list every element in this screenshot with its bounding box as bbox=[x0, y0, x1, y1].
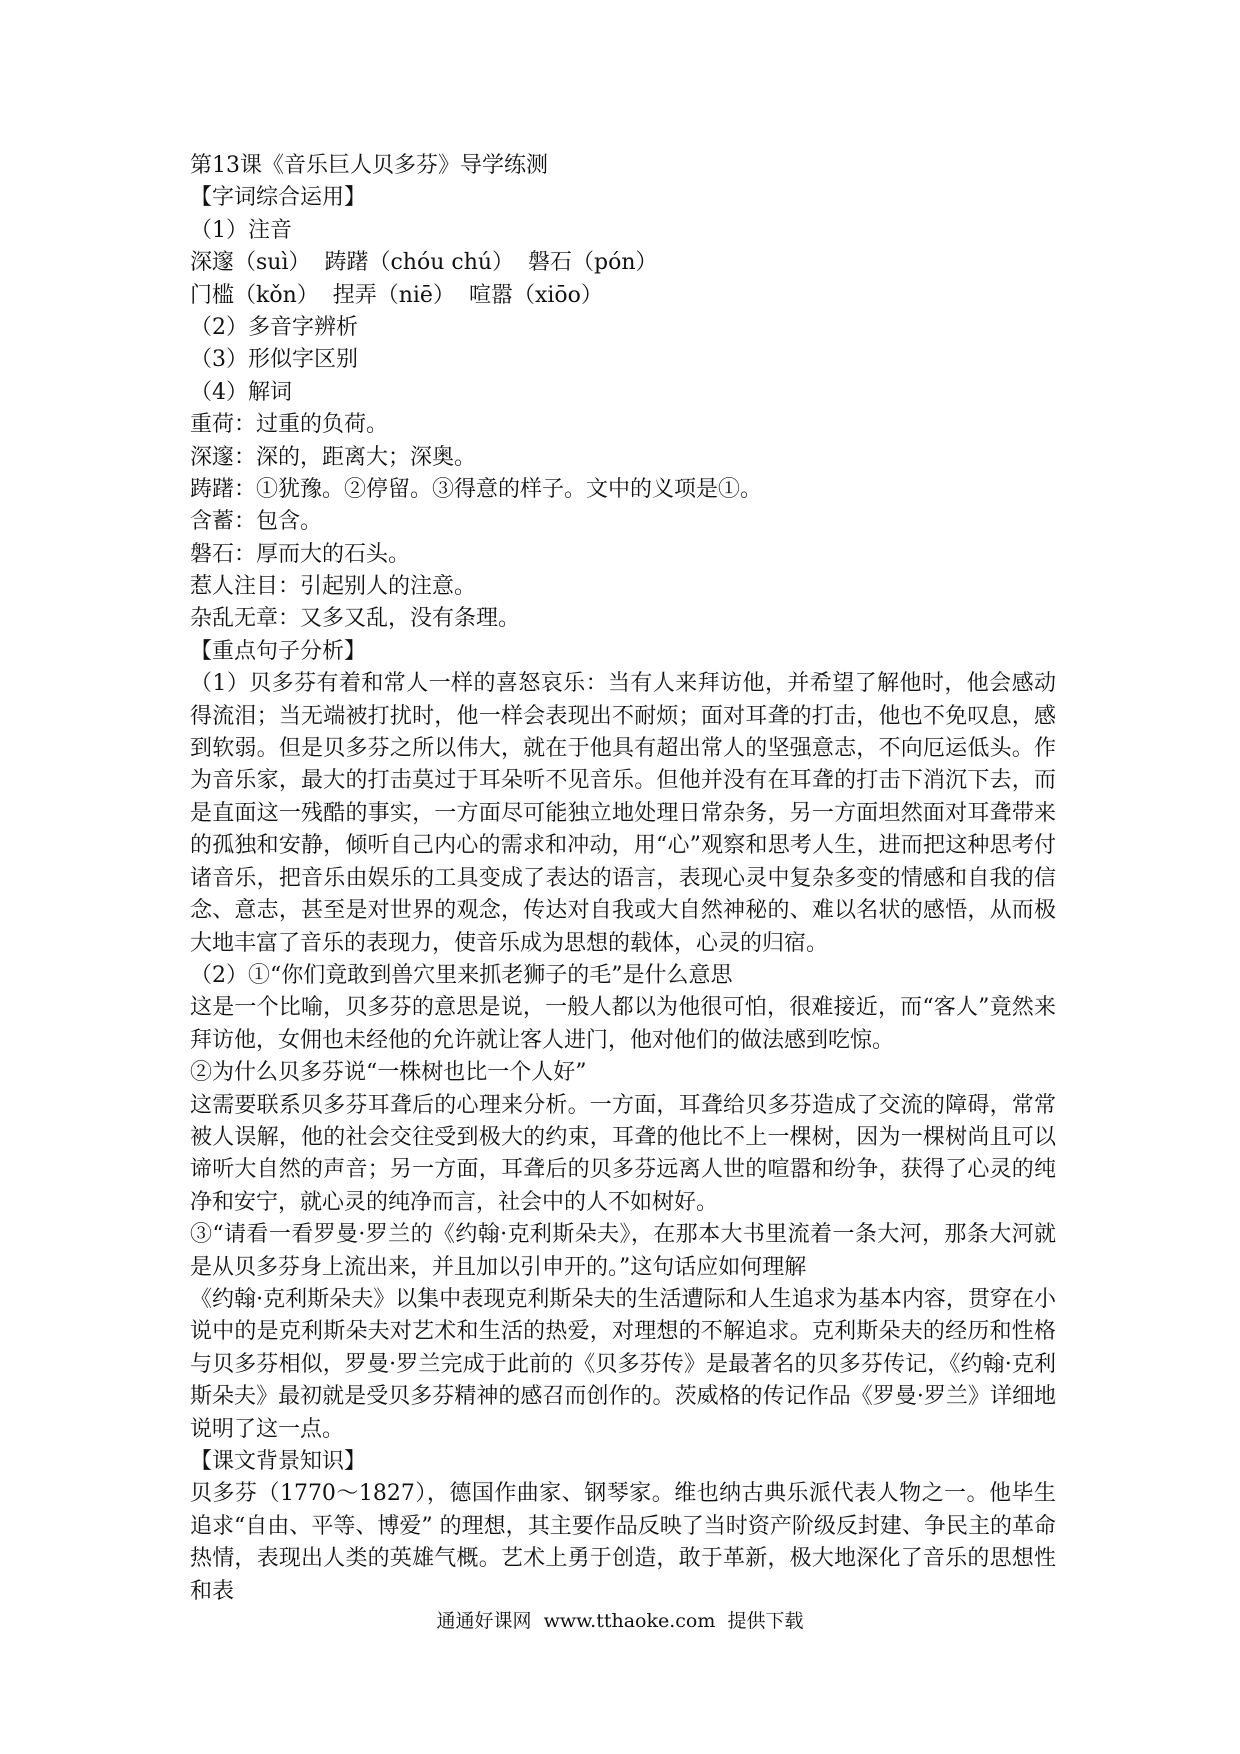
doc-title: 第13课《音乐巨人贝多芬》导学练测 bbox=[190, 153, 548, 178]
pinyin-line-1: 深邃（suì） 踌躇（chóu chú） 磐石（pón） bbox=[190, 250, 658, 276]
background-paragraph: 贝多芬（1770～1827），德国作曲家、钢琴家。维也纳古典乐派代表人物之一。他毕生追求“自由、平等、博爱” 的理想，其主要作品反映了当时资产阶级反封建、争民主的革命热情，表现出人类的英雄气概。艺术上勇于创造，敢于革新，极大地深化了音乐的思想性和表 bbox=[190, 1481, 1056, 1604]
page-footer: 通通好课网 www.tthaoke.com 提供下载 bbox=[436, 1610, 804, 1632]
answer-3: 这需要联系贝多芬耳聋后的心理来分析。一方面，耳聋给贝多芬造成了交流的障碍，常常被人误解，他的社会交往受到极大的约束，耳聋的他比不上一棵树，因为一棵树尚且可以谛听大自然的声音；另一方面，耳聋后的贝多芬远离人世的喧嚣和纷争，获得了心灵的纯净和安宁，就心灵的纯净而言，社会中的人不如树好。 bbox=[190, 1092, 1056, 1215]
subheading-pinyin: （1）注音 bbox=[190, 217, 292, 243]
answer-4: 《约翰·克利斯朵夫》以集中表现克利斯朵夫的生活遭际和人生追求为基本内容，贯穿在小说中的是克利斯朵夫对艺术和生活的热爱，对理想的不解追求。克利斯朵夫的经历和性格与贝多芬相似，罗曼·罗兰完成于此前的《贝多芬传》是最著名的贝多芬传记，《约翰·克利斯朵夫》最初就是受贝多芬精神的感召而创作的。茨威格的传记作品《罗曼·罗兰》详细地说明了这一点。 bbox=[190, 1286, 1056, 1442]
section-heading-background: 【课文背景知识】 bbox=[190, 1448, 367, 1474]
subheading-similar-chars: （3）形似字区别 bbox=[190, 347, 358, 373]
definition-item: 重荷：过重的负荷。 bbox=[190, 412, 389, 438]
section-heading-vocab: 【字词综合运用】 bbox=[190, 185, 367, 211]
question-4: ③“请看一看罗曼·罗兰的《约翰·克利斯朵夫》，在那本大书里流着一条大河，那条大河就是从贝多芬身上流出来，并且加以引申开的。”这句话应如何理解 bbox=[190, 1222, 1056, 1280]
analysis-paragraph-1: （1）贝多芬有着和常人一样的喜怒哀乐：当有人来拜访他，并希望了解他时，他会感动得流泪；当无端被打扰时，他一样会表现出不耐烦；面对耳聋的打击，他也不免叹息，感到软弱。但是贝多芬之所以伟大，就在于他具有超出常人的坚强意志，不向厄运低头。作为音乐家，最大的打击莫过于耳朵听不见音乐。但他并没有在耳聋的打击下消沉下去，而是直面这一残酷的事实，一方面尽可能独立地处理日常杂务，另一方面坦然面对耳聋带来的孤独和安静，倾听自己内心的需求和冲动，用“心”观察和思考人生，进而把这种思考付诸音乐，把音乐由娱乐的工具变成了表达的语言，表现心灵中复杂多变的情感和自我的信念、意志，甚至是对世界的观念，传达对自我或大自然神秘的、难以名状的感悟，从而极大地丰富了音乐的表现力，使音乐成为思想的载体，心灵的归宿。 bbox=[190, 671, 1056, 956]
answer-2: 这是一个比喻，贝多芬的意思是说，一般人都以为他很可怕，很难接近，而“客人”竟然来拜访他，女佣也未经他的允许就让客人进门，他对他们的做法感到吃惊。 bbox=[190, 995, 1056, 1053]
definition-item: 惹人注目：引起别人的注意。 bbox=[190, 574, 477, 600]
definition-item: 含蓄：包含。 bbox=[190, 509, 323, 535]
definition-item: 踌躇：①犹豫。②停留。③得意的样子。文中的义项是①。 bbox=[190, 476, 763, 502]
document-page bbox=[190, 150, 1056, 1608]
pinyin-line-2: 门槛（kǒn） 捏弄（niē） 喧嚣（xiōo） bbox=[190, 282, 603, 308]
definition-item: 杂乱无章：又多又乱，没有条理。 bbox=[190, 606, 521, 632]
question-2: （2）①“你们竟敢到兽穴里来抓老狮子的毛”是什么意思 bbox=[190, 962, 733, 988]
definition-item: 深邃：深的，距离大；深奥。 bbox=[190, 444, 477, 470]
question-3: ②为什么贝多芬说“一株树也比一个人好” bbox=[190, 1060, 587, 1086]
section-heading-key-sentences: 【重点句子分析】 bbox=[190, 638, 367, 664]
subheading-word-explain: （4）解词 bbox=[190, 379, 292, 405]
subheading-polyphone: （2）多音字辨析 bbox=[190, 314, 358, 340]
definition-item: 磐石：厚而大的石头。 bbox=[190, 541, 411, 567]
